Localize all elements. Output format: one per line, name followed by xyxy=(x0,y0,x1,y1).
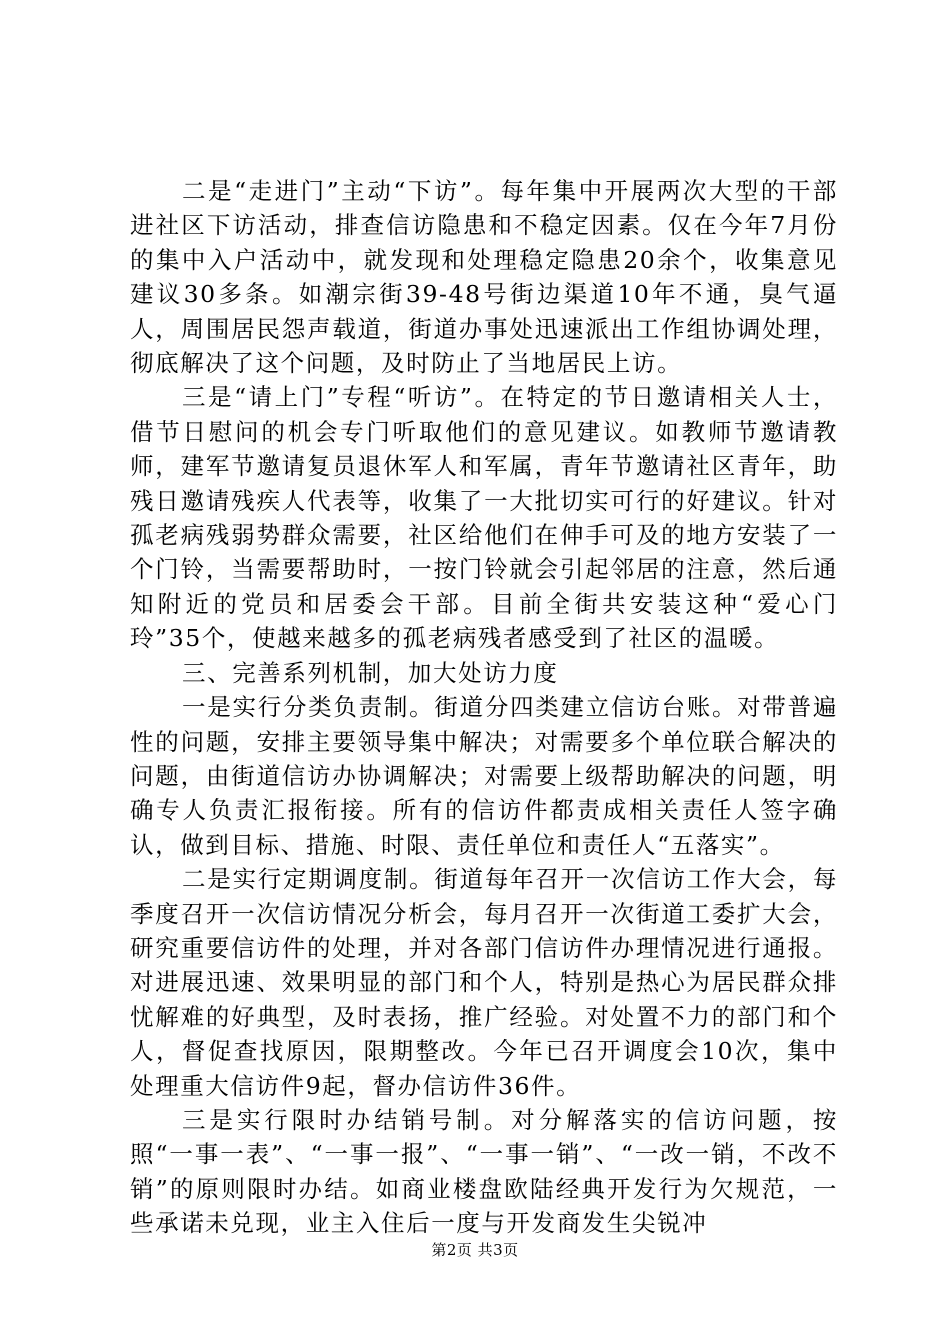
paragraph-4: 二是实行定期调度制。街道每年召开一次信访工作大会，每季度召开一次信访情况分析会，每月召开一次街道工委扩大会，研究重要信访件的处理，并对各部门信访件办理情况进行通报。对进展迅速、效果明显的部门和个人，特别是热心为居民群众排忧解难的好典型，及时表扬，推广经验。对处置不力的部门和个人，督促查找原因，限期整改。今年已召开调度会10次，集中处理重大信访件9起，督办信访件36件。 xyxy=(130,865,838,1100)
paragraph-5: 三是实行限时办结销号制。对分解落实的信访问题，按照“一事一表”、“一事一报”、“一事一销”、“一改一销，不改不销”的原则限时办结。如商业楼盘欧陆经典开发行为欠规范，一些承诺未兑现，业主入住后一度与开发商发生尖锐冲 xyxy=(130,1105,838,1238)
paragraph-2: 三是“请上门”专程“听访”。在特定的节日邀请相关人士，借节日慰问的机会专门听取他们的意见建议。如教师节邀请教师，建军节邀请复员退休军人和军属，青年节邀请社区青年，助残日邀请残疾人代表等，收集了一大批切实可行的好建议。针对孤老病残弱势群众需要，社区给他们在伸手可及的地方安装了一个门铃，当需要帮助时，一按门铃就会引起邻居的注意，然后通知附近的党员和居委会干部。目前全街共安装这种“爱心门玲”35个，使越来越多的孤老病残者感受到了社区的温暖。 xyxy=(130,383,838,653)
paragraph-1: 二是“走进门”主动“下访”。每年集中开展两次大型的干部进社区下访活动，排查信访隐患和不稳定因素。仅在今年7月份的集中入户活动中，就发现和处理稳定隐患20余个，收集意见建议30多条。如潮宗街39-48号街边渠道10年不通，臭气逼人，周围居民怨声载道，街道办事处迅速派出工作组协调处理，彻底解决了这个问题，及时防止了当地居民上访。 xyxy=(130,177,838,378)
section-heading: 三、完善系列机制，加大处访力度 xyxy=(182,658,559,687)
document-body xyxy=(130,174,838,1241)
paragraph-3: 一是实行分类负责制。街道分四类建立信访台账。对带普遍性的问题，安排主要领导集中解决；对需要多个单位联合解决的问题，由街道信访办协调解决；对需要上级帮助解决的问题，明确专人负责汇报衔接。所有的信访件都责成相关责任人签字确认，做到目标、措施、时限、责任单位和责任人“五落实”。 xyxy=(130,693,838,859)
page-number-footer: 第2页 共3页 xyxy=(431,1241,519,1259)
